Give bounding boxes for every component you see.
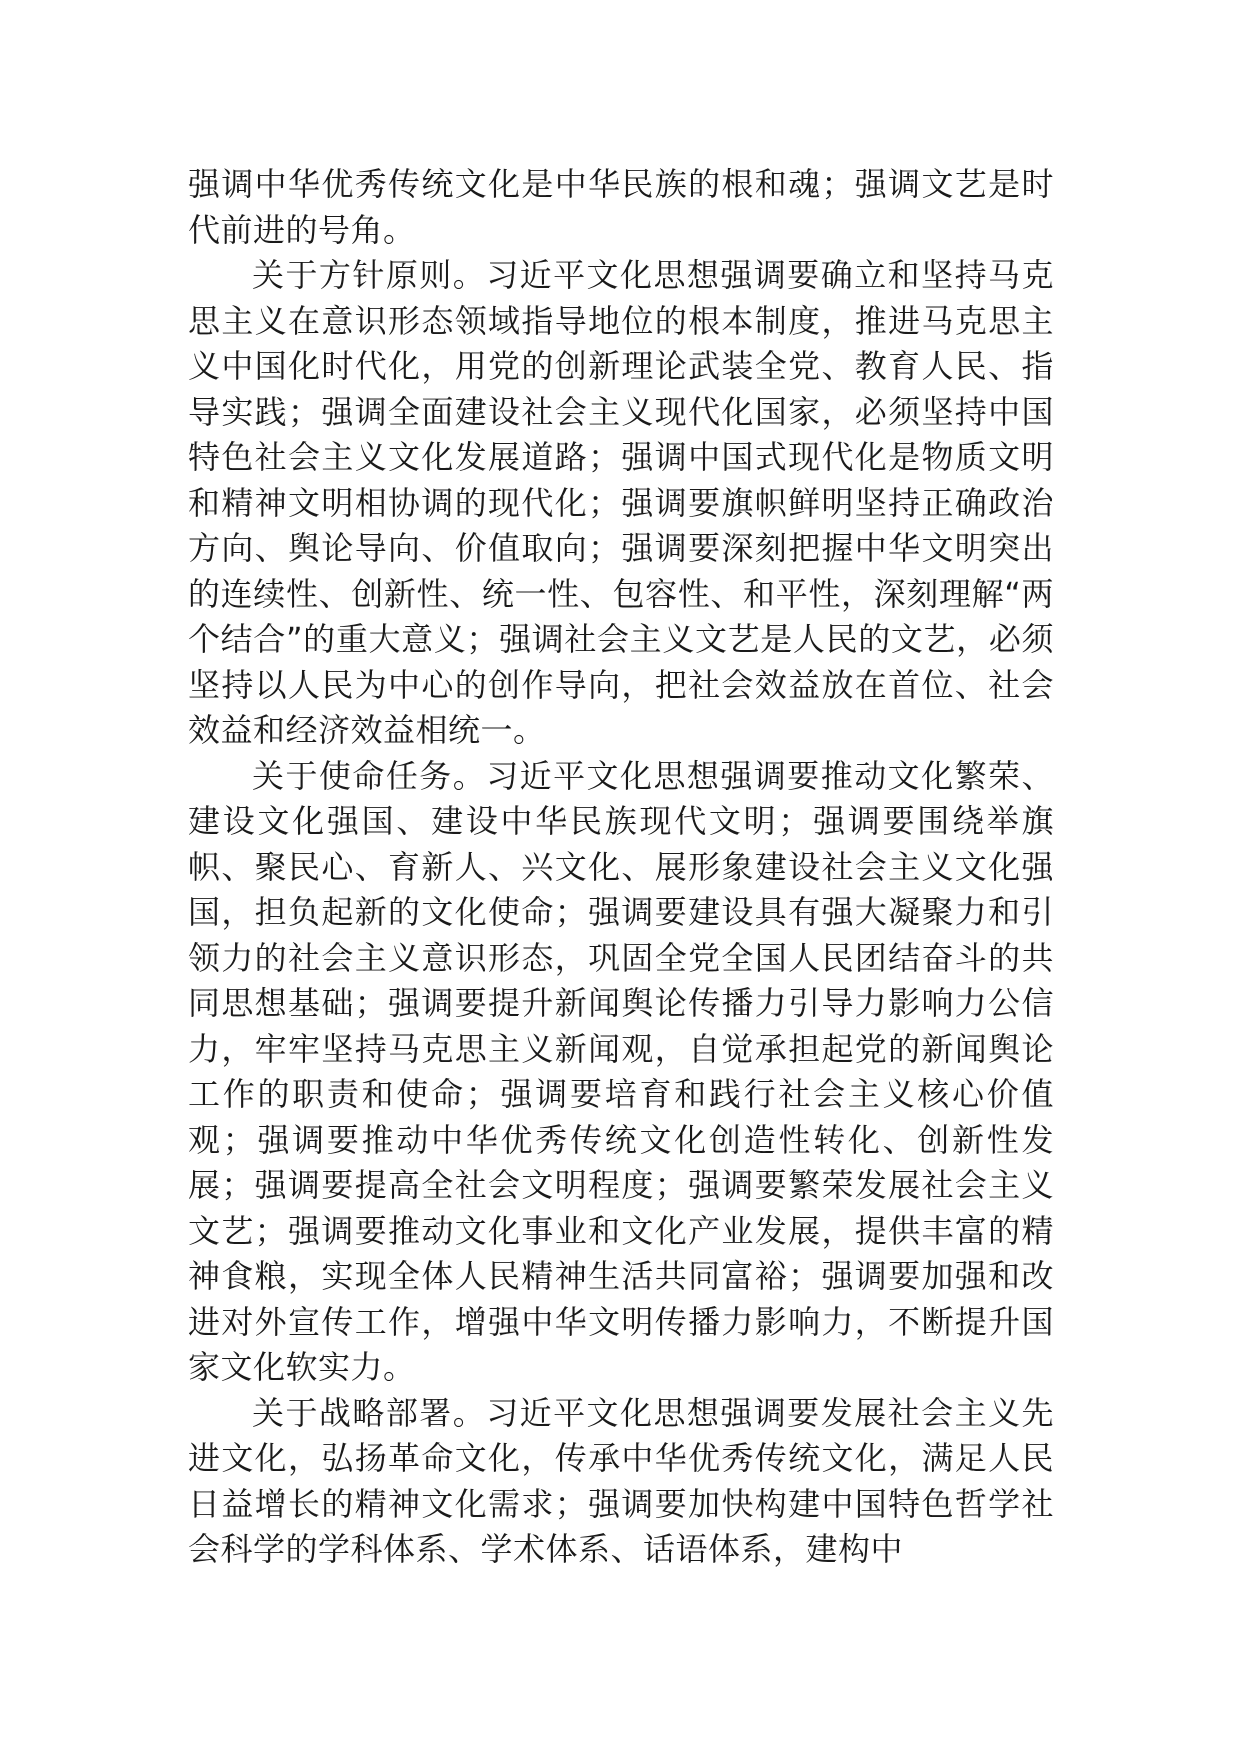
document-page: [188, 162, 1054, 1573]
paragraph-guiding-principles: 关于方针原则。习近平文化思想强调要确立和坚持马克思主义在意识形态领域指导地位的根本制度，推进马克思主义中国化时代化，用党的创新理论武装全党、教育人民、指导实践；强调全面建设社会主义现代化国家，必须坚持中国特色社会主义文化发展道路；强调中国式现代化是物质文明和精神文明相协调的现代化；强调要旗帜鲜明坚持正确政治方向、舆论导向、价值取向；强调要深刻把握中华文明突出的连续性、创新性、统一性、包容性、和平性，深刻理解“两个结合”的重大意义；强调社会主义文艺是人民的文艺，必须坚持以人民为中心的创作导向，把社会效益放在首位、社会效益和经济效益相统一。: [188, 256, 1054, 749]
paragraph-continuation: 强调中华优秀传统文化是中华民族的根和魂；强调文艺是时代前进的号角。: [188, 165, 1054, 249]
paragraph-strategic-deployment: 关于战略部署。习近平文化思想强调要发展社会主义先进文化，弘扬革命文化，传承中华优秀传统文化，满足人民日益增长的精神文化需求；强调要加快构建中国特色哲学社会科学的学科体系、学术体系、话语体系，建构中: [188, 1393, 1054, 1568]
paragraph-mission-tasks: 关于使命任务。习近平文化思想强调要推动文化繁荣、建设文化强国、建设中华民族现代文明；强调要围绕举旗帜、聚民心、育新人、兴文化、展形象建设社会主义文化强国，担负起新的文化使命；强调要建设具有强大凝聚力和引领力的社会主义意识形态，巩固全党全国人民团结奋斗的共同思想基础；强调要提升新闻舆论传播力引导力影响力公信力，牢牢坚持马克思主义新闻观，自觉承担起党的新闻舆论工作的职责和使命；强调要培育和践行社会主义核心价值观；强调要推动中华优秀传统文化创造性转化、创新性发展；强调要提高全社会文明程度；强调要繁荣发展社会主义文艺；强调要推动文化事业和文化产业发展，提供丰富的精神食粮，实现全体人民精神生活共同富裕；强调要加强和改进对外宣传工作，增强中华文明传播力影响力，不断提升国家文化软实力。: [188, 756, 1054, 1386]
